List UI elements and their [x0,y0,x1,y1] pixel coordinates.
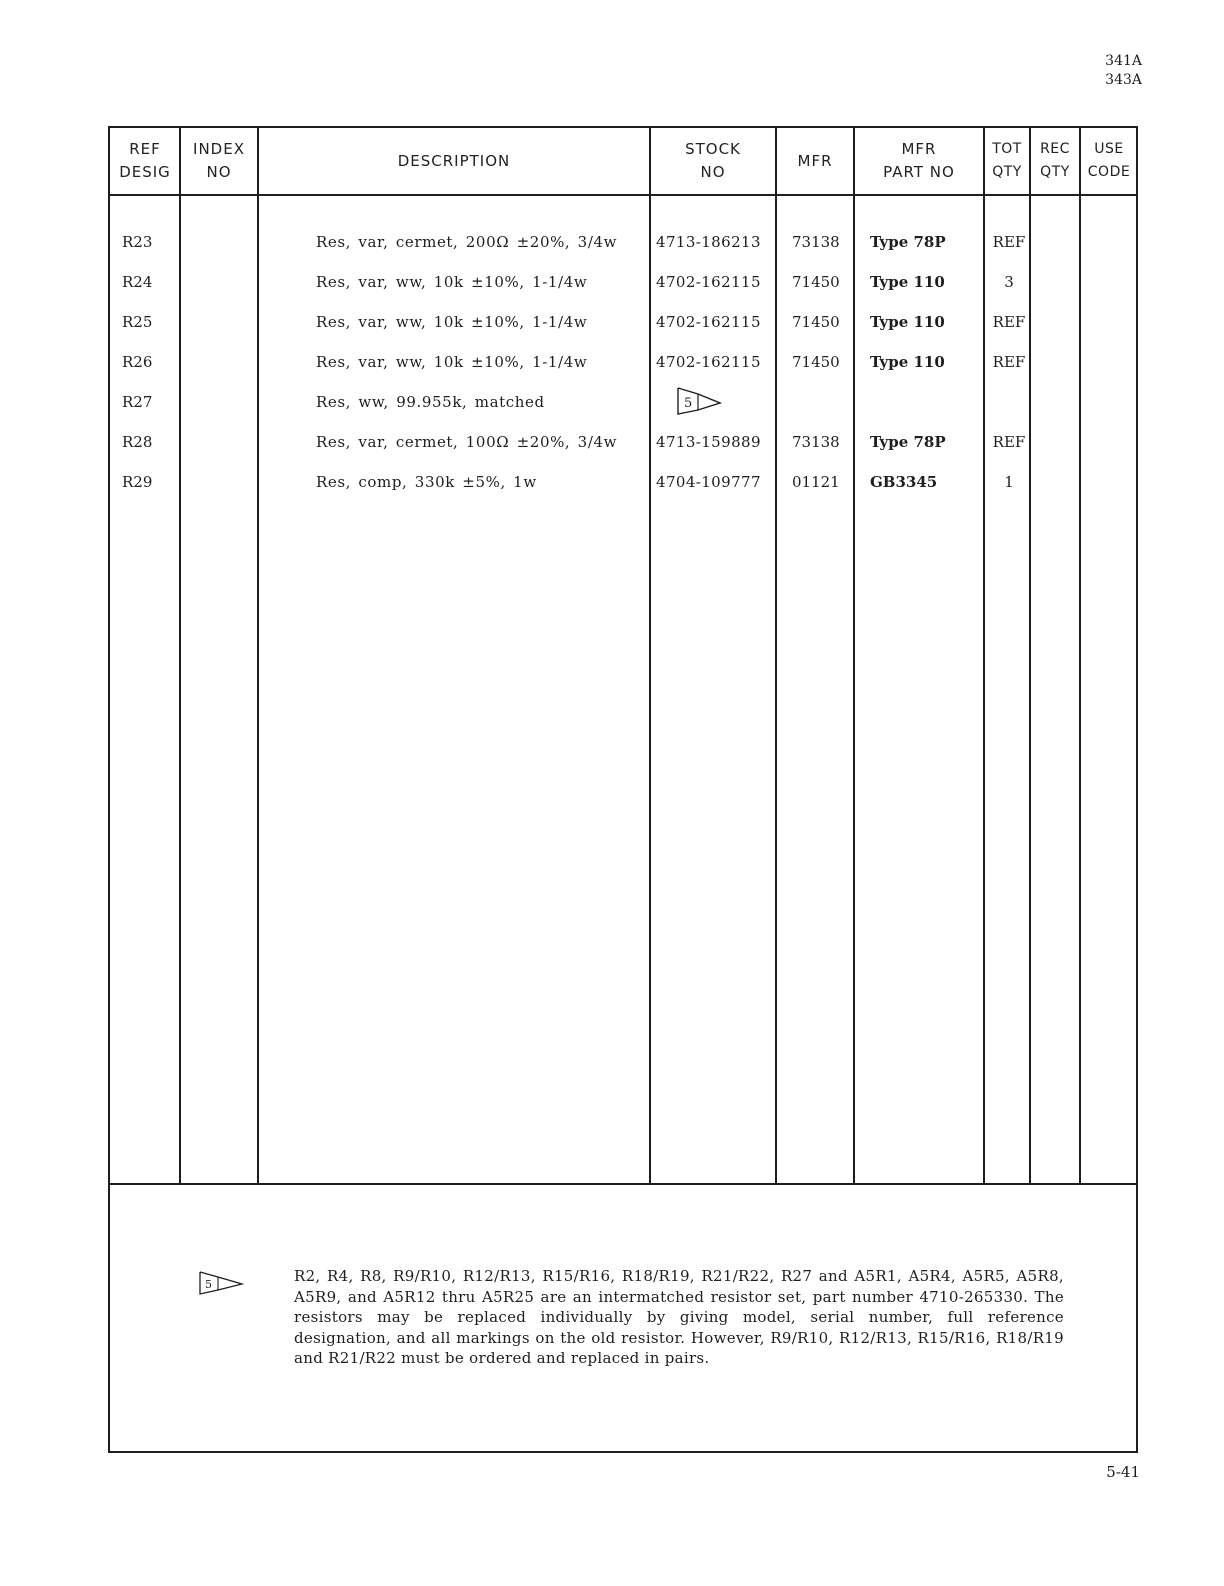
note-flag-number: 5 [684,396,693,411]
cell-mfr-part-no: Type 110 [870,313,945,331]
cell-tot-qty: REF [992,233,1026,251]
header-use-code: USE CODE [1087,141,1131,180]
cell-tot-qty: REF [992,353,1026,371]
note-flag-icon [198,1270,244,1300]
cell-description: Res, ww, 99.955k, matched [316,393,545,411]
cell-stock-no: 4704-109777 [656,473,761,491]
header-tot-qty: TOT QTY [992,141,1022,180]
cell-ref-desig: R27 [122,393,153,411]
cell-mfr: 71450 [792,273,840,291]
cell-stock-no: 4713-159889 [656,433,761,451]
cell-stock-no: 4702-162115 [656,313,761,331]
cell-mfr: 71450 [792,353,840,371]
column-divider [257,128,259,1183]
cell-ref-desig: R25 [122,313,153,331]
cell-tot-qty: REF [992,433,1026,451]
cell-mfr-part-no: Type 110 [870,273,945,291]
cell-ref-desig: R29 [122,473,153,491]
cell-mfr: 73138 [792,433,840,451]
cell-mfr: 71450 [792,313,840,331]
note-text: R2, R4, R8, R9/R10, R12/R13, R15/R16, R18/R19, R21/R22, R27 and A5R1, A5R4, A5R5, A5R8, A5R9, and A5R12 thru A5R25 are an intermatched resistor set, part number 4710-265330. The resistors may be replaced individually by giving model, serial number, full reference designation, and all markings on the old resistor. However, R9/R10, R12/R13, R15/R16, R18/R19 and R21/R22 must be ordered and replaced in pairs. [294,1267,1064,1367]
header-description: DESCRIPTION [397,151,511,170]
cell-stock-no: 4713-186213 [656,233,761,251]
cell-mfr: 01121 [792,473,840,491]
column-divider [983,128,985,1183]
header-rec-qty: REC QTY [1040,141,1070,180]
cell-mfr-part-no: Type 78P [870,233,946,251]
cell-mfr-part-no: Type 78P [870,433,946,451]
cell-ref-desig: R24 [122,273,153,291]
header-ref-desig: REF DESIG [119,140,171,181]
column-divider [1079,128,1081,1183]
notes-section [110,1183,1136,1455]
note-flag-icon [676,386,722,416]
cell-description: Res, var, cermet, 100Ω ±20%, 3/4w [316,433,618,451]
column-divider [179,128,181,1183]
header-stock-no: STOCK NO [685,140,741,181]
cell-mfr-part-no: Type 110 [870,353,945,371]
header-index-no: INDEX NO [193,140,245,181]
model-numbers [1105,52,1142,90]
parts-list-table [108,126,1138,1453]
page-number: 5-41 [1106,1463,1140,1481]
model-number: 343A [1105,72,1142,88]
cell-mfr-part-no: GB3345 [870,473,938,491]
cell-tot-qty: 3 [1004,273,1014,291]
column-divider [775,128,777,1183]
cell-description: Res, var, ww, 10k ±10%, 1-1/4w [316,313,588,331]
cell-tot-qty: REF [992,313,1026,331]
cell-tot-qty: 1 [1004,473,1014,491]
header-mfr-part-no: MFR PART NO [883,140,955,181]
column-divider [853,128,855,1183]
cell-description: Res, var, ww, 10k ±10%, 1-1/4w [316,273,588,291]
model-number: 341A [1105,53,1142,69]
column-divider [649,128,651,1183]
cell-description: Res, var, ww, 10k ±10%, 1-1/4w [316,353,588,371]
cell-ref-desig: R28 [122,433,153,451]
cell-stock-no: 4702-162115 [656,353,761,371]
note-flag-number: 5 [205,1278,212,1291]
cell-ref-desig: R26 [122,353,153,371]
cell-description: Res, var, cermet, 200Ω ±20%, 3/4w [316,233,618,251]
cell-stock-no: 4702-162115 [656,273,761,291]
header-mfr: MFR [797,151,833,170]
cell-description: Res, comp, 330k ±5%, 1w [316,473,537,491]
cell-mfr: 73138 [792,233,840,251]
cell-ref-desig: R23 [122,233,153,251]
